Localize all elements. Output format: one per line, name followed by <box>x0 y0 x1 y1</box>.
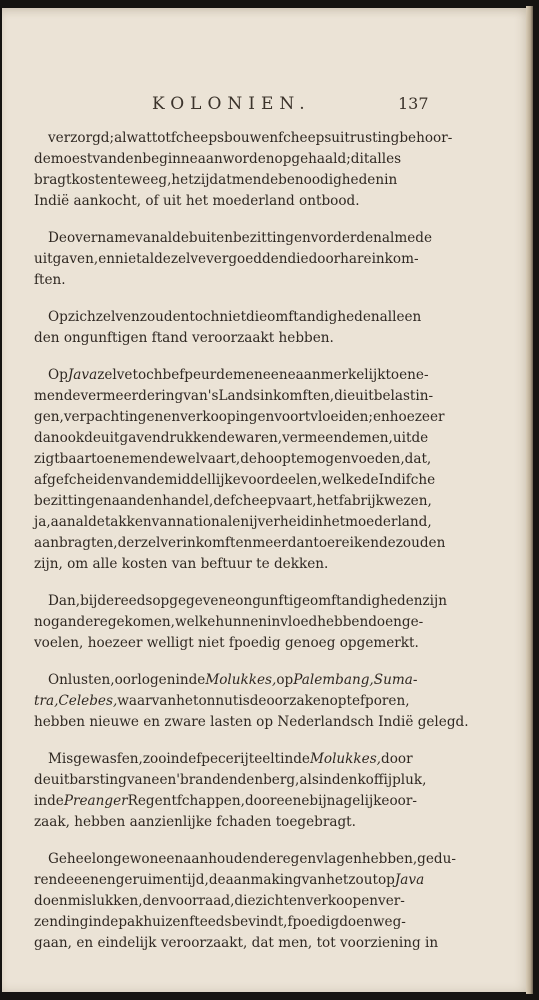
text-line: Misgewasfen, zoo in de fpecerijteelt in de Molukkes, door <box>48 751 413 767</box>
text-line: in de Preanger Regentfchappen, door eene bijna gelijke oor- <box>34 793 417 809</box>
text-line: verzorgd ; al wat tot fcheepsbouw en fcheepsuitrusting behoor- <box>48 130 453 146</box>
text-line: nog andere gekomen, welke hunnen invloed hebben doen ge- <box>34 614 424 630</box>
text-line: Op Java zelve toch befpeurde men eene aanmerkelijk toene- <box>48 367 429 383</box>
paragraph-gap <box>34 349 396 365</box>
text-line: den ongunftigen ftand veroorzaakt hebben. <box>34 330 334 346</box>
running-header <box>2 94 530 120</box>
text-line: hebben nieuwe en zware lasten op Nederlandsch Indië gelegd. <box>34 714 469 730</box>
paragraph-gap <box>34 654 396 670</box>
paragraph-gap <box>34 575 396 591</box>
text-line: Op zich zelven zouden toch niet die omftandigheden alleen <box>48 309 422 325</box>
chapter-title: KOLONIEN. <box>152 94 311 114</box>
text-line: zaak, hebben aanzienlijke fchaden toegebragt. <box>34 814 356 830</box>
paragraph <box>34 307 422 349</box>
text-line: zigtbaar toenemende welvaart, de hoop te mogen voeden, dat, <box>34 451 432 467</box>
paragraph-gap <box>34 291 396 307</box>
paragraph <box>34 849 456 954</box>
text-line: de uitbarsting van een' brandenden berg, als in den koffijpluk, <box>34 772 427 788</box>
text-line: Indië aankocht, of uit het moederland ontbood. <box>34 193 360 209</box>
paragraph <box>34 670 469 733</box>
paragraph <box>34 128 453 212</box>
text-line: zijn, om alle kosten van beftuur te dekken. <box>34 556 329 572</box>
text-line: doen mislukken, den voorraad, die zich ten verkoop en ver- <box>34 893 405 909</box>
text-line: gaan, en eindelijk veroorzaakt, dat men, tot voorziening in <box>34 935 439 951</box>
text-line: bragt kosten te weeg, hetzij dat men de benoodigheden in <box>34 172 398 188</box>
text-line: rende eenen geruimen tijd, de aanmaking van het zout op Java <box>34 872 425 888</box>
text-line: tra, Celebes, waarvan het onnut is de oorzaken op te fporen, <box>34 693 410 709</box>
book-page <box>2 8 530 992</box>
paragraph <box>34 591 447 654</box>
text-line: Geheel ongewone en aanhoudende regenvlagen hebben, gedu- <box>48 851 456 867</box>
paragraph <box>34 228 433 291</box>
paragraph-gap <box>34 733 396 749</box>
paragraph-gap <box>34 833 396 849</box>
text-line: zending in de pakhuizen fteeds bevindt, fpoedig doen weg- <box>34 914 406 930</box>
text-line: Onlusten, oorlogen in de Molukkes, op Palembang, Suma- <box>48 672 418 688</box>
paragraph <box>34 749 427 833</box>
text-line: ja, aan al de takken van nationale nijverheid in het moederland, <box>34 514 432 530</box>
page-edge <box>526 6 533 994</box>
paragraph <box>34 365 446 575</box>
paragraph-gap <box>34 212 396 228</box>
text-line: bezittingen aan den handel, de fcheepvaart, het fabrijkwezen, <box>34 493 432 509</box>
text-line: uitgaven, en niet al dezelve vergoedden die door hare inkom- <box>34 251 419 267</box>
body-text <box>34 128 469 954</box>
text-line: Dan, bij de reeds opgegevene ongunftige omftandigheden zijn <box>48 593 447 609</box>
text-line: gen, verpachtingen en verkoopingen voortvloeiden; en hoezeer <box>34 409 445 425</box>
text-line: ften. <box>34 272 66 288</box>
text-line: aanbragten, derzelver inkomften meer dan toereikende zouden <box>34 535 446 551</box>
text-line: afgefcheiden van de middellijke voordeelen, welke de Indifche <box>34 472 436 488</box>
text-line: voelen, hoezeer welligt niet fpoedig genoeg opgemerkt. <box>34 635 419 651</box>
text-line: De overname van al de buitenbezittingen vorderden almede <box>48 230 433 246</box>
page-number: 137 <box>398 94 429 113</box>
text-line: de moest van den beginne aan worden opgehaald ; dit alles <box>34 151 402 167</box>
text-line: dan ook de uitgaven drukkende waren, vermeende men, uit de <box>34 430 429 446</box>
text-line: mende vermeerdering van 's Lands inkomften, die uit belastin- <box>34 388 434 404</box>
